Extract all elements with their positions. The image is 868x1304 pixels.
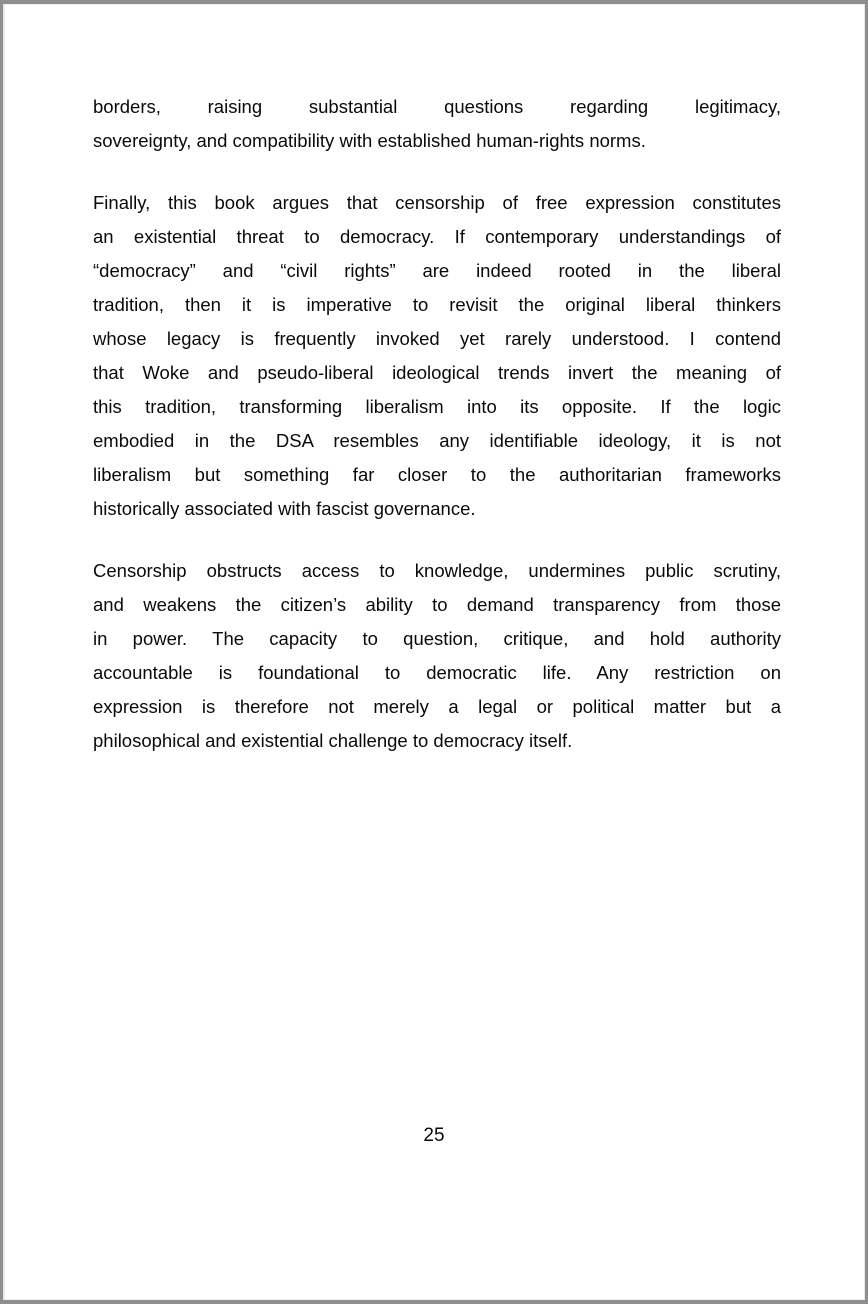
text-line: sovereignty, and compatibility with established human-rights norms. (93, 130, 646, 151)
text-line: historically associated with fascist governance. (93, 498, 476, 519)
document-page (3, 4, 865, 1300)
text-line: expression is therefore not merely a legal or political matter but a (93, 696, 781, 717)
text-line: that Woke and pseudo-liberal ideological trends invert the meaning of (93, 362, 781, 383)
text-line: liberalism but something far closer to the authoritarian frameworks (93, 464, 781, 485)
text-line: embodied in the DSA resembles any identifiable ideology, it is not (93, 430, 781, 451)
paragraph (93, 90, 781, 158)
paragraph (93, 186, 781, 526)
text-line: Censorship obstructs access to knowledge, undermines public scrutiny, (93, 560, 781, 581)
page-number: 25 (423, 1125, 445, 1146)
text-line: an existential threat to democracy. If contemporary understandings of (93, 226, 781, 247)
paragraph (93, 554, 781, 758)
text-line: whose legacy is frequently invoked yet rarely understood. I contend (93, 328, 781, 349)
text-line: “democracy” and “civil rights” are indeed rooted in the liberal (93, 260, 781, 281)
text-line: philosophical and existential challenge to democracy itself. (93, 730, 573, 751)
text-line: borders, raising substantial questions regarding legitimacy, (93, 96, 781, 117)
text-line: tradition, then it is imperative to revisit the original liberal thinkers (93, 294, 781, 315)
text-line: this tradition, transforming liberalism into its opposite. If the logic (93, 396, 781, 417)
text-line: accountable is foundational to democratic life. Any restriction on (93, 662, 781, 683)
text-line: and weakens the citizen’s ability to demand transparency from those (93, 594, 781, 615)
page-text (93, 90, 781, 758)
text-line: Finally, this book argues that censorship of free expression constitutes (93, 192, 781, 213)
text-line: in power. The capacity to question, critique, and hold authority (93, 628, 781, 649)
